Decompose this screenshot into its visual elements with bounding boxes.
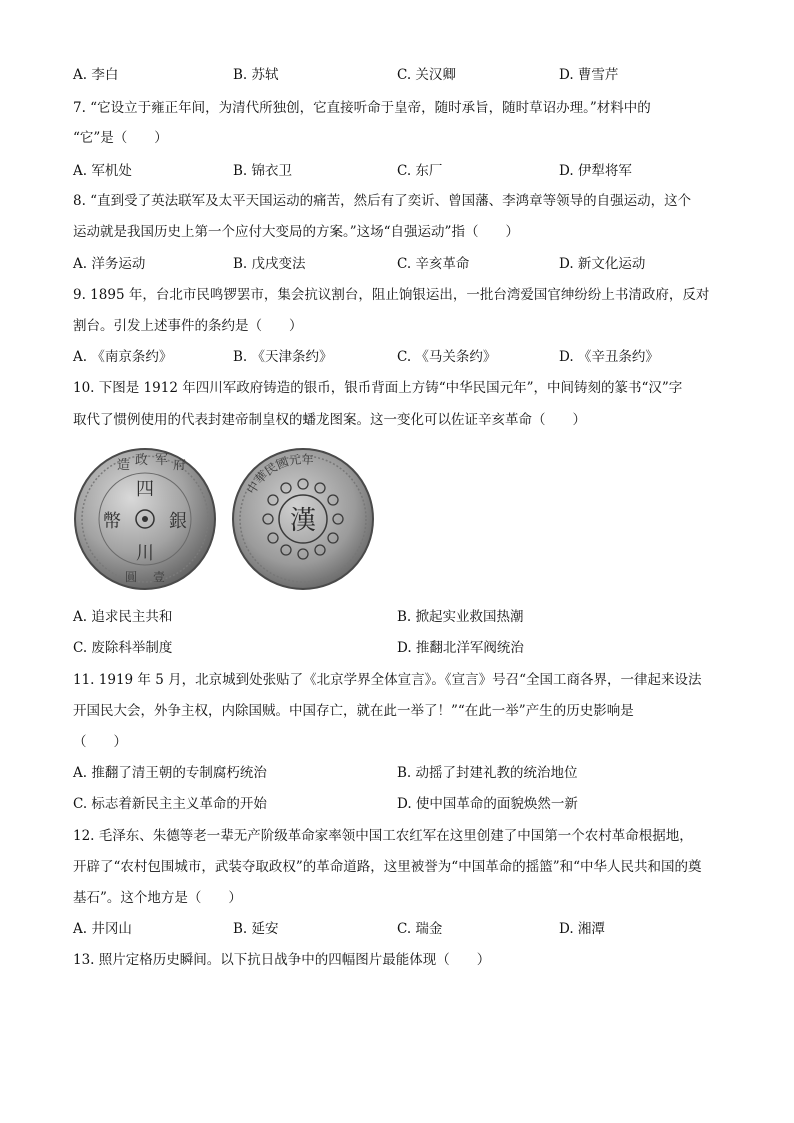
q13-stem-line1: 13. 照片定格历史瞬间。以下抗日战争中的四幅图片最能体现（ ） bbox=[73, 952, 491, 968]
coin-back-rim-text: 中華民國元年 bbox=[244, 452, 315, 497]
coin-front-rim-text-3: 军 bbox=[155, 453, 169, 468]
q9-stem-line1: 9. 1895 年，台北市民鸣锣罢市，集会抗议割台，阻止饷银运出，一批台湾爱国官绅纷纷上书清政府，反对 bbox=[73, 287, 710, 303]
q9-option-a[interactable]: A. 《南京条约》 bbox=[73, 349, 173, 365]
q11-stem-line2: 开国民大会，外争主权，内除国贼。中国存亡，就在此一举了！”“在此一举”产生的历史影响是 bbox=[73, 703, 634, 719]
q11-options-row2 bbox=[73, 794, 733, 814]
coin-front-char-south: 川 bbox=[136, 543, 154, 564]
q11-stem-line1: 11. 1919 年 5 月，北京城到处张贴了《北京学界全体宣言》。《宣言》号召“全国工商各界，一律起来设法 bbox=[73, 672, 702, 688]
q11-option-b[interactable]: B. 动摇了封建礼教的统治地位 bbox=[397, 765, 578, 781]
q7-option-c[interactable]: C. 东厂 bbox=[397, 163, 443, 179]
q9-stem-line2: 割台。引发上述事件的条约是（ ） bbox=[73, 318, 303, 334]
q7-option-d[interactable]: D. 伊犁将军 bbox=[559, 163, 632, 179]
silver-coin-images bbox=[73, 447, 383, 597]
q10-option-a[interactable]: A. 追求民主共和 bbox=[73, 609, 173, 625]
q7-stem-line2: “它”是（ ） bbox=[73, 130, 168, 146]
q12-stem-line3: 基石”。这个地方是（ ） bbox=[73, 890, 242, 906]
q9-option-c[interactable]: C. 《马关条约》 bbox=[397, 349, 497, 365]
q12-option-a[interactable]: A. 井冈山 bbox=[73, 921, 132, 937]
q6-option-d[interactable]: D. 曹雪芹 bbox=[559, 67, 619, 83]
coin-front-rim-bottom-1: 壹 bbox=[153, 570, 166, 584]
q9-options bbox=[73, 347, 733, 367]
q12-stem-line1: 12. 毛泽东、朱德等老一辈无产阶级革命家率领中国工农红军在这里创建了中国第一个农村革命根据地， bbox=[73, 828, 693, 844]
q8-stem-line1: 8. “直到受了英法联军及太平天国运动的痛苦，然后有了奕䜣、曾国藩、李鸿章等领导的自强运动，这个 bbox=[73, 193, 692, 209]
q12-option-c[interactable]: C. 瑞金 bbox=[397, 921, 443, 937]
coin-front-char-north: 四 bbox=[136, 479, 154, 500]
q6-option-a[interactable]: A. 李白 bbox=[73, 67, 119, 83]
q12-stem-line2: 开辟了“农村包围城市，武装夺取政权”的革命道路，这里被誉为“中国革命的摇篮”和“中华人民共和国的奠 bbox=[73, 859, 702, 875]
q9-option-d[interactable]: D. 《辛丑条约》 bbox=[559, 349, 659, 365]
coin-front-char-east: 銀 bbox=[169, 511, 187, 532]
q10-stem-line1: 10. 下图是 1912 年四川军政府铸造的银币，银币背面上方铸“中华民国元年”，中间铸刻的篆书“汉”字 bbox=[73, 380, 683, 396]
q8-option-a[interactable]: A. 洋务运动 bbox=[73, 256, 146, 272]
q10-option-c[interactable]: C. 废除科举制度 bbox=[73, 640, 173, 656]
q12-option-b[interactable]: B. 延安 bbox=[233, 921, 279, 937]
q7-stem-line1: 7. “它设立于雍正年间，为清代所独创，它直接听命于皇帝，随时承旨，随时草诏办理。”材料中的 bbox=[73, 100, 651, 116]
q11-option-c[interactable]: C. 标志着新民主主义革命的开始 bbox=[73, 796, 267, 812]
q8-stem-line2: 运动就是我国历史上第一个应付大变局的方案。”这场“自强运动”指（ ） bbox=[73, 224, 519, 240]
coin-back bbox=[233, 449, 373, 589]
q11-stem-line3: （ ） bbox=[73, 734, 127, 750]
q8-option-d[interactable]: D. 新文化运动 bbox=[559, 256, 646, 272]
q8-option-c[interactable]: C. 辛亥革命 bbox=[397, 256, 470, 272]
coin-front-rim-text-4: 府 bbox=[173, 458, 187, 473]
q10-options-row1 bbox=[73, 607, 733, 627]
q6-option-b[interactable]: B. 苏轼 bbox=[233, 67, 279, 83]
coin-front-rim-bottom-2: 圓 bbox=[125, 570, 138, 584]
q8-option-b[interactable]: B. 戊戌变法 bbox=[233, 256, 306, 272]
coin-front-rim-text-1: 造 bbox=[117, 458, 131, 473]
q7-options bbox=[73, 161, 733, 181]
q8-options bbox=[73, 254, 733, 274]
q12-options bbox=[73, 919, 733, 939]
q9-option-b[interactable]: B. 《天津条约》 bbox=[233, 349, 333, 365]
q7-option-b[interactable]: B. 锦衣卫 bbox=[233, 163, 293, 179]
q10-option-d[interactable]: D. 推翻北洋军阀统治 bbox=[397, 640, 524, 656]
q11-options-row1 bbox=[73, 763, 733, 783]
q10-stem-line2: 取代了惯例使用的代表封建帝制皇权的蟠龙图案。这一变化可以佐证辛亥革命（ ） bbox=[73, 412, 586, 428]
q6-options bbox=[73, 65, 733, 85]
coin-back-han-character: 漢 bbox=[290, 506, 317, 536]
coin-front bbox=[75, 449, 215, 589]
q10-options-row2 bbox=[73, 638, 733, 658]
q7-option-a[interactable]: A. 军机处 bbox=[73, 163, 132, 179]
q6-option-c[interactable]: C. 关汉卿 bbox=[397, 67, 456, 83]
coin-front-char-west: 幣 bbox=[103, 511, 121, 532]
q11-option-d[interactable]: D. 使中国革命的面貌焕然一新 bbox=[397, 796, 578, 812]
q10-option-b[interactable]: B. 掀起实业救国热潮 bbox=[397, 609, 524, 625]
q11-option-a[interactable]: A. 推翻了清王朝的专制腐朽统治 bbox=[73, 765, 267, 781]
coin-front-rim-text-2: 政 bbox=[135, 453, 149, 468]
q12-option-d[interactable]: D. 湘潭 bbox=[559, 921, 605, 937]
